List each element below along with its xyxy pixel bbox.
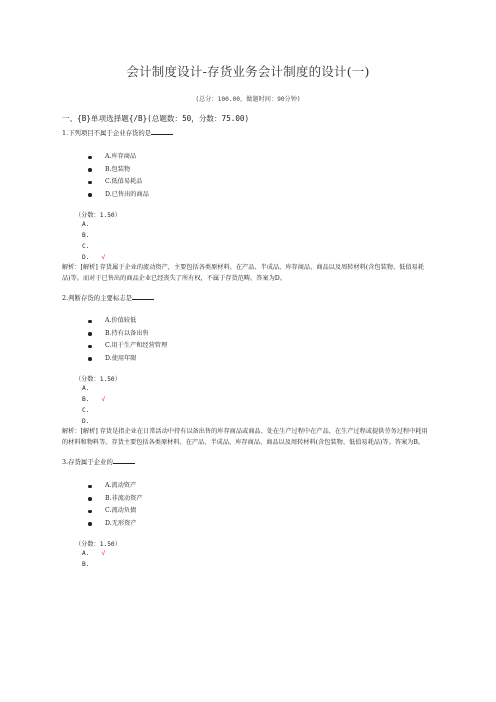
bullet-icon: [88, 497, 92, 501]
option-label: A.流动资产: [105, 482, 137, 489]
option-label: B.持有以备出售: [105, 329, 149, 337]
option-item: [88, 164, 149, 177]
question-3-options: [88, 480, 142, 530]
question-3-score: （分数：1.50）: [75, 541, 121, 548]
option-label: C.低值易耗品: [105, 178, 143, 186]
bullet-icon: [88, 510, 92, 514]
option-item: [88, 151, 149, 164]
bullet-icon: [88, 485, 92, 489]
bullet-icon: [88, 522, 92, 526]
answer-blank: [113, 457, 135, 464]
section-heading: 一、{B}单项选择题{/B}(总题数：50，分数：75.00): [62, 114, 250, 123]
question-1-score: （分数：1.50）: [75, 212, 121, 219]
checkmark-icon: √: [101, 396, 106, 403]
option-item: [88, 353, 167, 366]
question-stem-text: 2.判断存货的主要标志是: [62, 294, 133, 302]
option-item: [88, 340, 167, 353]
option-label: C.流动负债: [105, 507, 137, 515]
option-item: [88, 518, 142, 531]
option-item: [88, 493, 142, 506]
question-1-analysis: 解析：[解析] 存货属于企业的流动资产，主要包括各类原材料、在产品、半成品、库存商品、商品以及周转材料(含包装物、低值易耗品)等。而对于已售出的商品企业已经丧失了所有权，不属于存货范畴。答案为D。: [62, 264, 424, 283]
bullet-icon: [88, 332, 92, 336]
document-title: 会计制度设计-存货业务会计制度的设计(一): [126, 64, 370, 79]
option-label: A.库存商品: [105, 153, 137, 160]
option-label: B.包装物: [105, 165, 131, 173]
bullet-icon: [88, 181, 92, 185]
option-item: [88, 505, 142, 518]
option-item: [88, 315, 167, 328]
answer-blank: [132, 293, 154, 300]
question-3-answers: [82, 548, 105, 570]
question-2-answers: [82, 383, 105, 427]
answer-row-correct: D. √: [82, 254, 106, 261]
option-label: B.非流动资产: [105, 494, 143, 502]
answer-blank: [151, 128, 173, 135]
bullet-icon: [88, 345, 92, 349]
bullet-icon: [88, 193, 92, 197]
option-label: A.价值较低: [105, 317, 137, 324]
answer-row: B.: [82, 561, 90, 568]
checkmark-icon: √: [101, 550, 106, 557]
checkmark-icon: √: [101, 254, 106, 261]
bullet-icon: [88, 357, 92, 361]
option-label: D.已售出的商品: [105, 190, 149, 198]
answer-row-correct: A. √: [82, 550, 106, 557]
document-subtitle: (总分：100.00，做题时间：90分钟): [195, 96, 301, 103]
question-2-score: （分数：1.50）: [75, 376, 121, 383]
bullet-icon: [88, 320, 92, 324]
question-stem-text: 1.下列项目不属于企业存货的是: [62, 129, 152, 137]
answer-row: A.: [82, 221, 90, 228]
bullet-icon: [88, 168, 92, 172]
answer-row: D.: [82, 418, 90, 425]
question-3-stem: [62, 457, 135, 466]
question-2-stem: [62, 293, 154, 302]
option-item: [88, 176, 149, 189]
answer-row: C.: [82, 407, 90, 414]
question-1-answers: [82, 219, 105, 263]
option-item: [88, 480, 142, 493]
question-2-analysis: 解析：[解析] 存货是指企业在日常活动中持有以备出售的库存商品或商品、处在生产过程中在产品、在生产过程或提供劳务过程中耗用的材料和物料等。存货主要包括各类原材料、在产品、半成品、库存商品、商品以及周转材料(含包装物、低值易耗品)等。答案为B。: [62, 428, 428, 447]
option-item: [88, 189, 149, 202]
answer-row: A.: [82, 385, 90, 392]
option-item: [88, 328, 167, 341]
question-stem-text: 3.存货属于企业的: [62, 458, 113, 466]
option-label: D.无形资产: [105, 519, 137, 527]
answer-row: B.: [82, 232, 90, 239]
question-2-options: [88, 315, 167, 365]
answer-row-correct: B. √: [82, 396, 106, 403]
question-1-stem: [62, 128, 173, 137]
bullet-icon: [88, 156, 92, 160]
option-label: C.用于生产和经营管理: [105, 342, 168, 350]
answer-row: C.: [82, 243, 90, 250]
question-1-options: [88, 151, 149, 201]
option-label: D.使用年限: [105, 354, 137, 362]
